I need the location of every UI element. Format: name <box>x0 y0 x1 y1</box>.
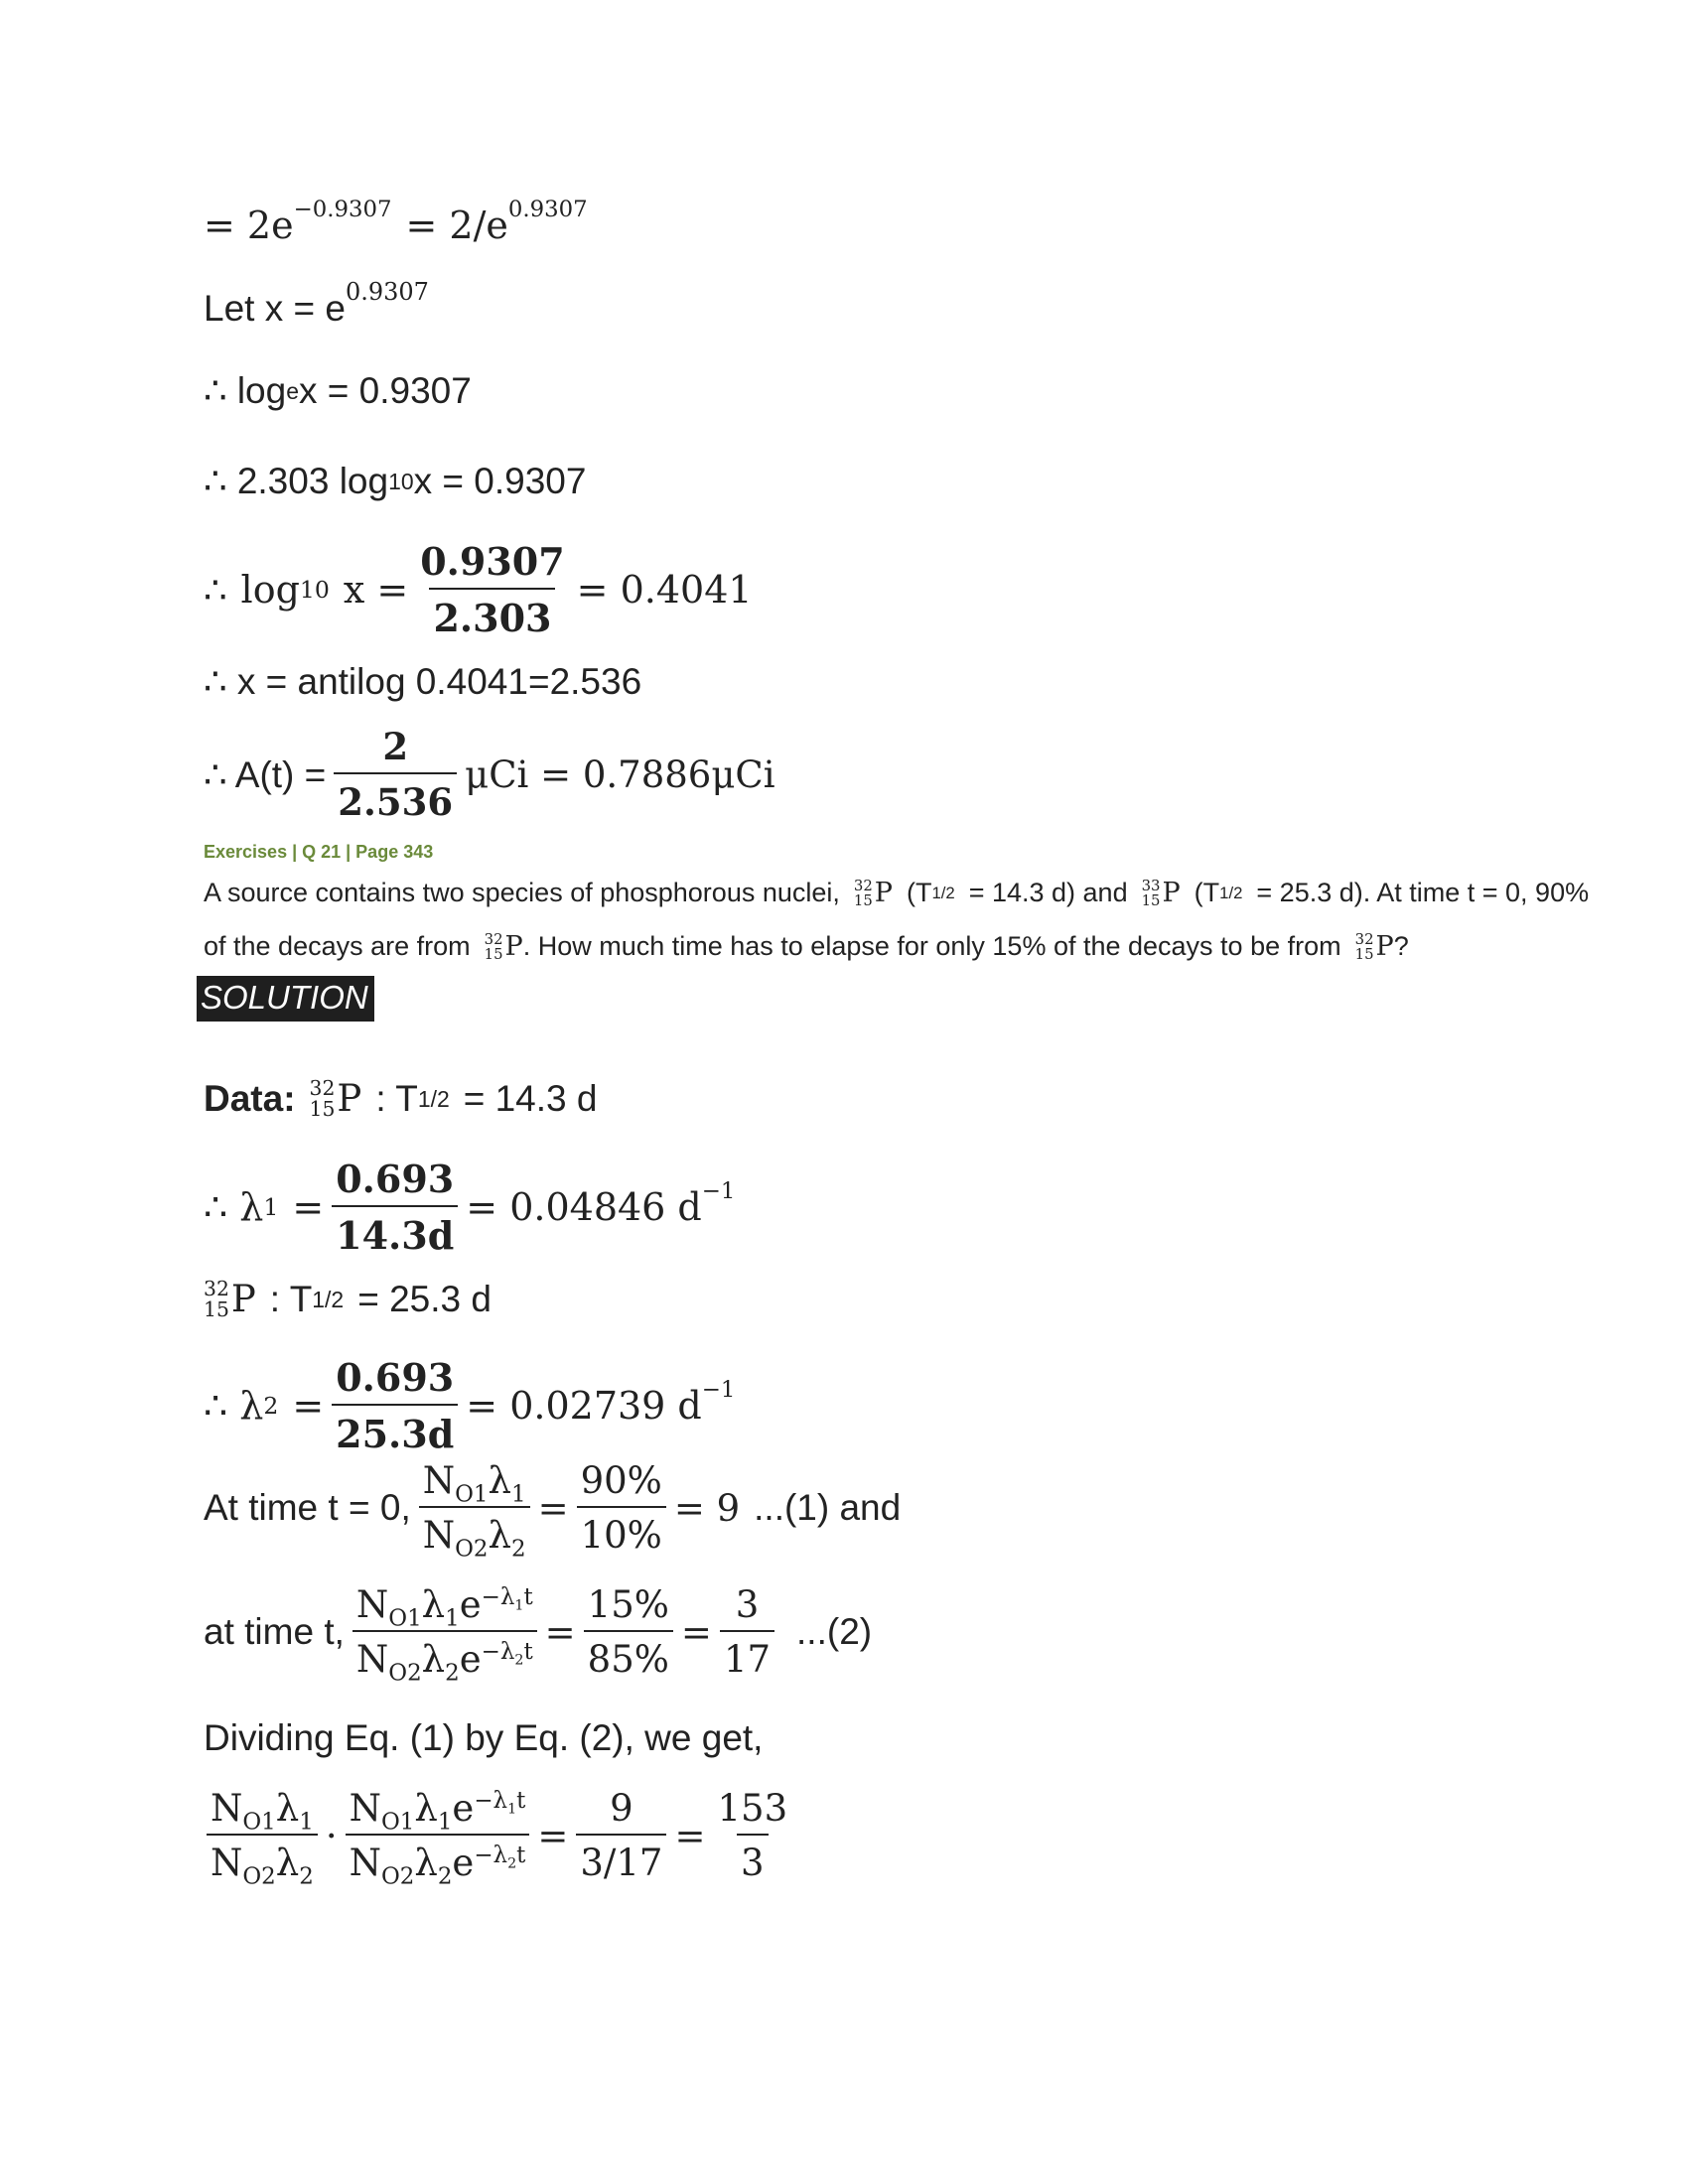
fraction-denominator: 3 <box>737 1834 769 1884</box>
isotope-notation <box>1142 878 1181 908</box>
eq-text: At time t = 0, <box>204 1487 411 1528</box>
eq-text: ∴ λ <box>204 1185 264 1229</box>
dividing-line <box>204 1717 763 1759</box>
question-text: = 14.3 d) and <box>968 878 1128 907</box>
fraction-denominator: 3/17 <box>576 1834 666 1884</box>
eq-text: at time t, <box>204 1611 345 1652</box>
eq-text: = 2e <box>204 204 294 247</box>
equation-line-3: ∴ log e x = 0.9307 <box>204 369 472 411</box>
eq-text: = 25.3 d <box>357 1278 492 1319</box>
fraction-denominator: 2.536 <box>334 772 457 824</box>
fraction-denominator: 85% <box>584 1630 673 1681</box>
mass-number: 33 <box>1141 876 1161 894</box>
fraction <box>713 1787 791 1884</box>
fraction <box>576 1787 666 1884</box>
question-line-2 <box>204 931 1409 962</box>
equation-line-7 <box>204 725 775 824</box>
equation-line-6 <box>204 660 641 703</box>
fraction: $\frac{N_{O1}\lambda_1e^{-\lambda_1t}}{N_{O2}\lambda_2e^{-\lambda_2t}}$ <box>346 1787 530 1884</box>
eq-text: = <box>292 1384 325 1428</box>
fraction: $\frac{N_{O1}\lambda_1}{N_{O2}\lambda_2}$ <box>207 1787 318 1884</box>
eq-text: ∴ log <box>204 370 287 411</box>
data-label: Data: <box>204 1077 296 1119</box>
atomic-number: 15 <box>1354 944 1374 963</box>
eq-text: = <box>537 1814 569 1857</box>
atomic-number: 15 <box>484 944 503 963</box>
eq-text: μCi = 0.7886μCi <box>465 752 775 796</box>
eq-text: x = 0.9307 <box>298 369 472 411</box>
isotope-notation <box>204 1278 256 1320</box>
fraction-numerator: 0.9307 <box>420 539 565 584</box>
eq-text: log <box>240 568 300 612</box>
question-text: A source contains two species of phosphorous nuclei, <box>204 878 840 907</box>
isotope-notation <box>485 931 523 962</box>
question-line-1: A source contains two species of phosphorous nuclei, 32 15 P (T 1/2 = 14.3 d) and 33 15 P (T 1/2 = 25.3 d). At time t = 0, 90% <box>204 876 1590 909</box>
equation-1-line <box>204 1459 902 1563</box>
fraction-denominator: 14.3d <box>332 1205 458 1258</box>
mass-number: 32 <box>484 929 503 948</box>
fraction: $\frac{N_{O1}\lambda_1e^{-\lambda_1t}}{N_{O2}\lambda_2e^{-\lambda_2t}}$ <box>352 1583 537 1681</box>
fraction <box>332 1157 458 1258</box>
isotope-notation <box>310 1077 362 1120</box>
exercise-reference <box>204 842 433 863</box>
isotope-notation <box>854 878 893 908</box>
equation-2-line <box>204 1583 873 1687</box>
fraction: $\frac{N_{O1}\lambda_1}{N_{O2}\lambda_2}$ <box>419 1459 530 1557</box>
fraction <box>416 539 568 640</box>
fraction-denominator: 17 <box>720 1630 774 1681</box>
eq-text: = 0.02739 d <box>466 1384 702 1428</box>
solution-badge <box>197 976 374 1022</box>
question-text: = 25.3 d). At time t = 0, 90% <box>1256 878 1590 907</box>
fraction-numerator: 2 <box>382 725 409 768</box>
solution-badge-label: SOLUTION <box>201 979 368 1016</box>
eq-text: x = 0.9307 <box>413 460 587 501</box>
lambda-1-line: ∴ λ 1 = $\frac{0.693}{14.3d}$ = 0.04846 d −1 <box>204 1157 736 1258</box>
solution-data-line-1: Data: 32 15 P : T 1/2 = 14.3 d <box>204 1076 598 1121</box>
eq-text: = 14.3 d <box>463 1077 598 1119</box>
equation-tag: ...(1) and <box>754 1487 902 1528</box>
fraction-numerator: 0.693 <box>336 1157 455 1201</box>
eq-text: = <box>680 1610 712 1654</box>
eq-text: : T <box>269 1278 313 1319</box>
eq-text: : T <box>375 1077 418 1119</box>
lambda-2-line: ∴ λ 2 = $\frac{0.693}{25.3d}$ = 0.02739 d −1 <box>204 1355 736 1456</box>
fraction-numerator: 0.693 <box>336 1355 455 1400</box>
atomic-number: 15 <box>1141 890 1161 909</box>
eq-text: Dividing Eq. (1) by Eq. (2), we get, <box>204 1717 764 1758</box>
question-text: (T <box>1194 878 1220 907</box>
element-symbol: P <box>1162 878 1181 908</box>
eq-text: ∴ 2.303 log <box>204 461 389 501</box>
mass-number: 32 <box>1354 929 1374 948</box>
eq-text: = 9 <box>673 1486 741 1530</box>
fraction-numerator: 9 <box>610 1787 633 1830</box>
question-text: of the decays are from <box>204 931 471 961</box>
element-symbol: P <box>874 878 893 908</box>
isotope-notation <box>1355 931 1394 962</box>
mass-number: 32 <box>204 1277 229 1301</box>
eq-text: = 0.4041 <box>576 568 753 612</box>
eq-superscript: 0.9307 <box>507 197 588 223</box>
element-symbol: P <box>230 1278 256 1320</box>
fraction-numerator: 15% <box>587 1583 669 1626</box>
eq-text: = 2/e <box>405 204 508 247</box>
solution-data-line-2: 32 15 P : T 1/2 = 25.3 d <box>204 1277 492 1321</box>
fraction-denominator: 25.3d <box>332 1404 458 1456</box>
eq-text: · <box>325 1814 338 1857</box>
fraction-denominator: 10% <box>577 1506 666 1557</box>
equation-line-4: ∴ 2.303 log 10 x = 0.9307 <box>204 460 587 501</box>
eq-text: x = <box>343 568 409 612</box>
eq-superscript: −1 <box>701 1178 736 1205</box>
element-symbol: P <box>504 931 523 962</box>
mass-number: 32 <box>309 1076 336 1101</box>
fraction <box>332 1355 458 1456</box>
eq-superscript: 0.9307 <box>345 278 429 307</box>
eq-text: = <box>537 1486 569 1530</box>
eq-text: = <box>292 1185 325 1229</box>
element-symbol: P <box>1375 931 1394 962</box>
eq-text: ∴ <box>204 569 227 611</box>
equation-line-5: ∴ log 10 x = $\frac{0.9307}{2.303}$ = 0.4041 <box>204 539 753 640</box>
element-symbol: P <box>337 1077 362 1120</box>
fraction <box>584 1583 673 1681</box>
eq-text: = 0.04846 d <box>466 1185 702 1229</box>
eq-text: = <box>544 1610 576 1654</box>
fraction <box>334 725 457 824</box>
atomic-number: 15 <box>204 1297 229 1321</box>
eq-text: Let x = e <box>204 288 346 329</box>
fraction-denominator: 2.303 <box>429 588 555 640</box>
eq-superscript: −0.9307 <box>293 197 392 223</box>
question-text: ? <box>1393 931 1409 961</box>
fraction-numerator: 3 <box>735 1583 760 1626</box>
eq-text: ∴ λ <box>204 1384 264 1428</box>
equation-line-1 <box>204 197 588 247</box>
final-equation-line <box>207 1787 799 1890</box>
equation-tag: ...(2) <box>796 1611 873 1652</box>
eq-text: ∴ x = antilog 0.4041=2.536 <box>204 661 642 702</box>
equation-line-2 <box>204 278 429 330</box>
fraction <box>720 1583 774 1681</box>
atomic-number: 15 <box>853 890 873 909</box>
fraction-numerator: 90% <box>580 1459 662 1502</box>
fraction-numerator: 153 <box>717 1787 788 1830</box>
fraction <box>577 1459 666 1557</box>
exercise-reference-text: Exercises | Q 21 | Page 343 <box>204 842 434 862</box>
eq-superscript: −1 <box>701 1377 736 1404</box>
eq-text: = <box>674 1814 706 1857</box>
mass-number: 32 <box>853 876 873 894</box>
eq-text: ∴ A(t) = <box>204 753 327 795</box>
question-text: (T <box>906 878 932 907</box>
question-text: . How much time has to elapse for only 15% of the decays to be from <box>522 931 1341 961</box>
atomic-number: 15 <box>309 1096 336 1121</box>
